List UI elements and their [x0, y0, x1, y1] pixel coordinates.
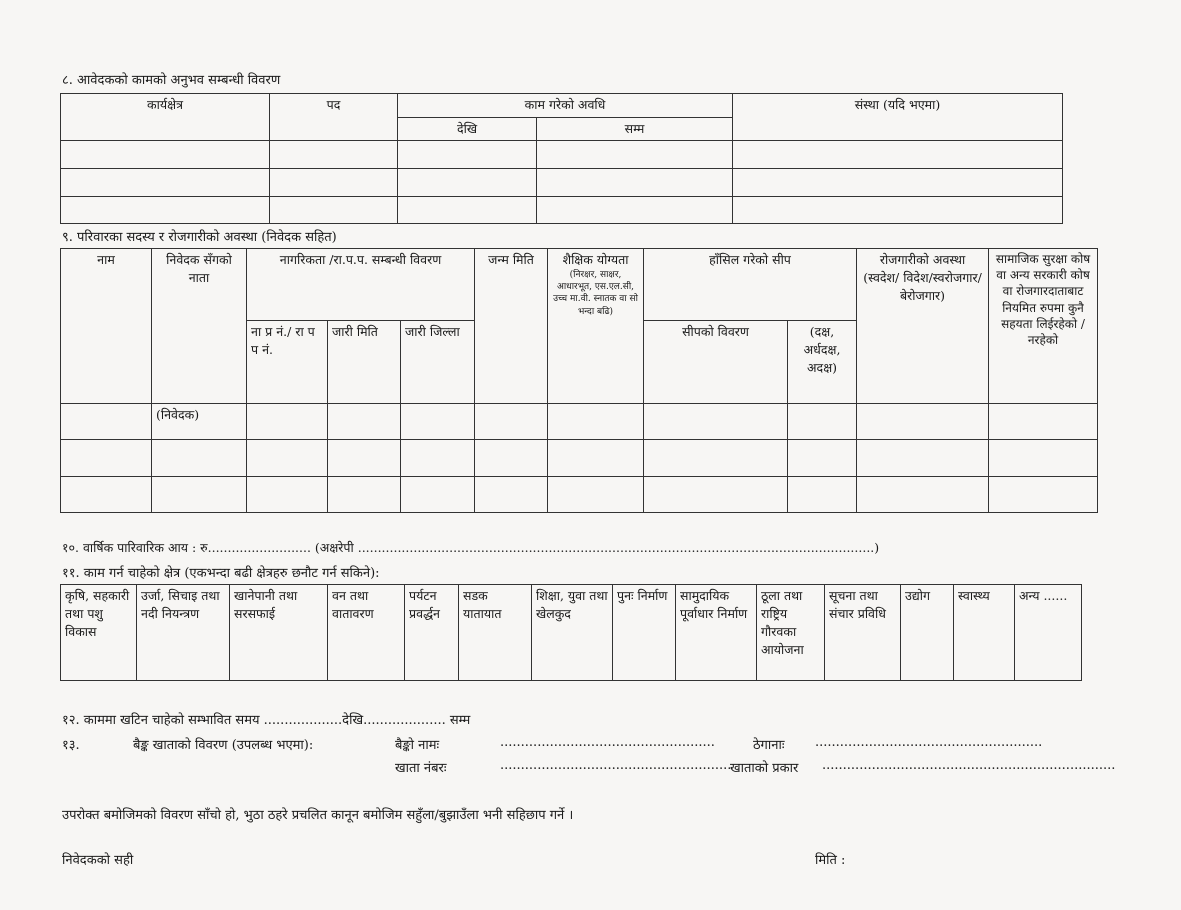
field-other[interactable]: अन्य ...... — [1015, 585, 1082, 681]
date-label: मिति : — [815, 853, 846, 868]
section9-title: ९. परिवारका सदस्य र रोजगारीको अवस्था (निवेदक सहित) — [62, 230, 337, 245]
account-type-field[interactable]: ....................................................................... — [822, 758, 1116, 773]
header-to: सम्म — [537, 118, 733, 141]
field-ict[interactable]: सूचना तथा संचार प्रविधि — [825, 585, 901, 681]
field-agriculture[interactable]: कृषि, सहकारी तथा पशु विकास — [61, 585, 137, 681]
header-name: नाम — [61, 249, 152, 404]
header-skill-level: (दक्ष, अर्धदक्ष, अदक्ष) — [788, 321, 857, 404]
header-skill: हाँसिल गरेको सीप — [644, 249, 857, 321]
header-period: काम गरेको अवधि — [398, 94, 733, 118]
header-issue-date: जारी मिति — [328, 321, 401, 404]
header-dob: जन्म मिति — [475, 249, 548, 404]
header-citizenship: नागरिकता /रा.प.प. सम्बन्धी विवरण — [247, 249, 475, 321]
declaration-text: उपरोक्त बमोजिमको विवरण साँचो हो, भुठा ठहरे प्रचलित कानून बमोजिम सहुँला/बुझाउँला भनी सहिछाप गर्ने । — [62, 808, 574, 823]
table-row — [61, 477, 1098, 513]
family-table — [60, 248, 1098, 513]
field-forest[interactable]: वन तथा वातावरण — [328, 585, 405, 681]
table-row — [61, 197, 1063, 224]
work-period-line: १२. काममा खटिन चाहेको सम्भावित समय ...................देखि.................... सम्म — [62, 713, 471, 728]
table-row — [61, 141, 1063, 169]
field-education[interactable]: शिक्षा, युवा तथा खेलकुद — [532, 585, 613, 681]
applicant-label: (निवेदक) — [152, 404, 247, 440]
address-label: ठेगानाः — [753, 738, 785, 753]
education-label: शैक्षिक योग्यता — [562, 252, 629, 267]
header-relation: निवेदक सँगको नाता — [152, 249, 247, 404]
section13-number: १३. — [62, 738, 80, 753]
address-field[interactable]: ....................................................... — [815, 735, 1043, 750]
header-from: देखि — [398, 118, 537, 141]
table-row — [61, 404, 1098, 440]
table-row — [61, 169, 1063, 197]
account-no-label: खाता नंबरः — [395, 761, 447, 776]
bank-name-field[interactable]: .................................................... — [500, 735, 715, 750]
field-community[interactable]: सामुदायिक पूर्वाधार निर्माण — [676, 585, 757, 681]
account-type-label: खाताको प्रकार — [730, 761, 799, 776]
annual-income-line: १०. वार्षिक पारिवारिक आय : रु.......................... (अक्षरेपी ..................................................................................................................................) — [62, 540, 880, 555]
field-energy[interactable]: उर्जा, सिचाइ तथा नदी नियन्त्रण — [137, 585, 230, 681]
education-note: (निरक्षर, साक्षर, आधारभूत, एस.एल.सी, उच्च मा.वी. स्नातक वा सो भन्दा बढि) — [553, 270, 638, 317]
work-field-table — [60, 584, 1082, 681]
table-row — [61, 440, 1098, 477]
header-skill-detail: सीपको विवरण — [644, 321, 788, 404]
field-health[interactable]: स्वास्थ्य — [954, 585, 1015, 681]
signature-label: निवेदकको सही — [62, 853, 134, 868]
field-tourism[interactable]: पर्यटन प्रवर्द्धन — [405, 585, 459, 681]
bank-name-label: बैङ्को नामः — [395, 738, 440, 753]
field-national-project[interactable]: ठूला तथा राष्ट्रिय गौरवका आयोजना — [757, 585, 825, 681]
field-industry[interactable]: उद्योग — [901, 585, 954, 681]
header-org: संस्था (यदि भएमा) — [733, 94, 1063, 141]
section8-title: ८. आवेदकको कामको अनुभव सम्बन्धी विवरण — [62, 73, 281, 88]
section11-title: ११. काम गर्न चाहेको क्षेत्र (एकभन्दा बढी क्षेत्रहरु छनौट गर्न सकिने): — [62, 566, 380, 581]
header-social: सामाजिक सुरक्षा कोष वा अन्य सरकारी कोष वा रोजगारदाताबाट नियमित रुपमा कुनै सहयता लिईरहेको / नरहेको — [989, 249, 1098, 404]
header-cit-no: ना प्र नं./ रा प प नं. — [247, 321, 328, 404]
field-water[interactable]: खानेपानी तथा सरसफाई — [230, 585, 328, 681]
account-no-field[interactable]: ........................................................ — [500, 758, 732, 773]
header-education — [548, 249, 644, 404]
work-experience-table — [60, 93, 1063, 224]
header-issue-district: जारी जिल्ला — [401, 321, 475, 404]
header-field: कार्यक्षेत्र — [61, 94, 270, 141]
header-employment: रोजगारीको अवस्था (स्वदेश/ विदेश/स्वरोजगार/ बेरोजगार) — [857, 249, 989, 404]
bank-section-label: बैङ्क खाताको विवरण (उपलब्ध भएमा): — [133, 738, 314, 753]
header-post: पद — [270, 94, 398, 141]
field-reconstruction[interactable]: पुनः निर्माण — [613, 585, 676, 681]
field-road[interactable]: सडक यातायात — [459, 585, 532, 681]
